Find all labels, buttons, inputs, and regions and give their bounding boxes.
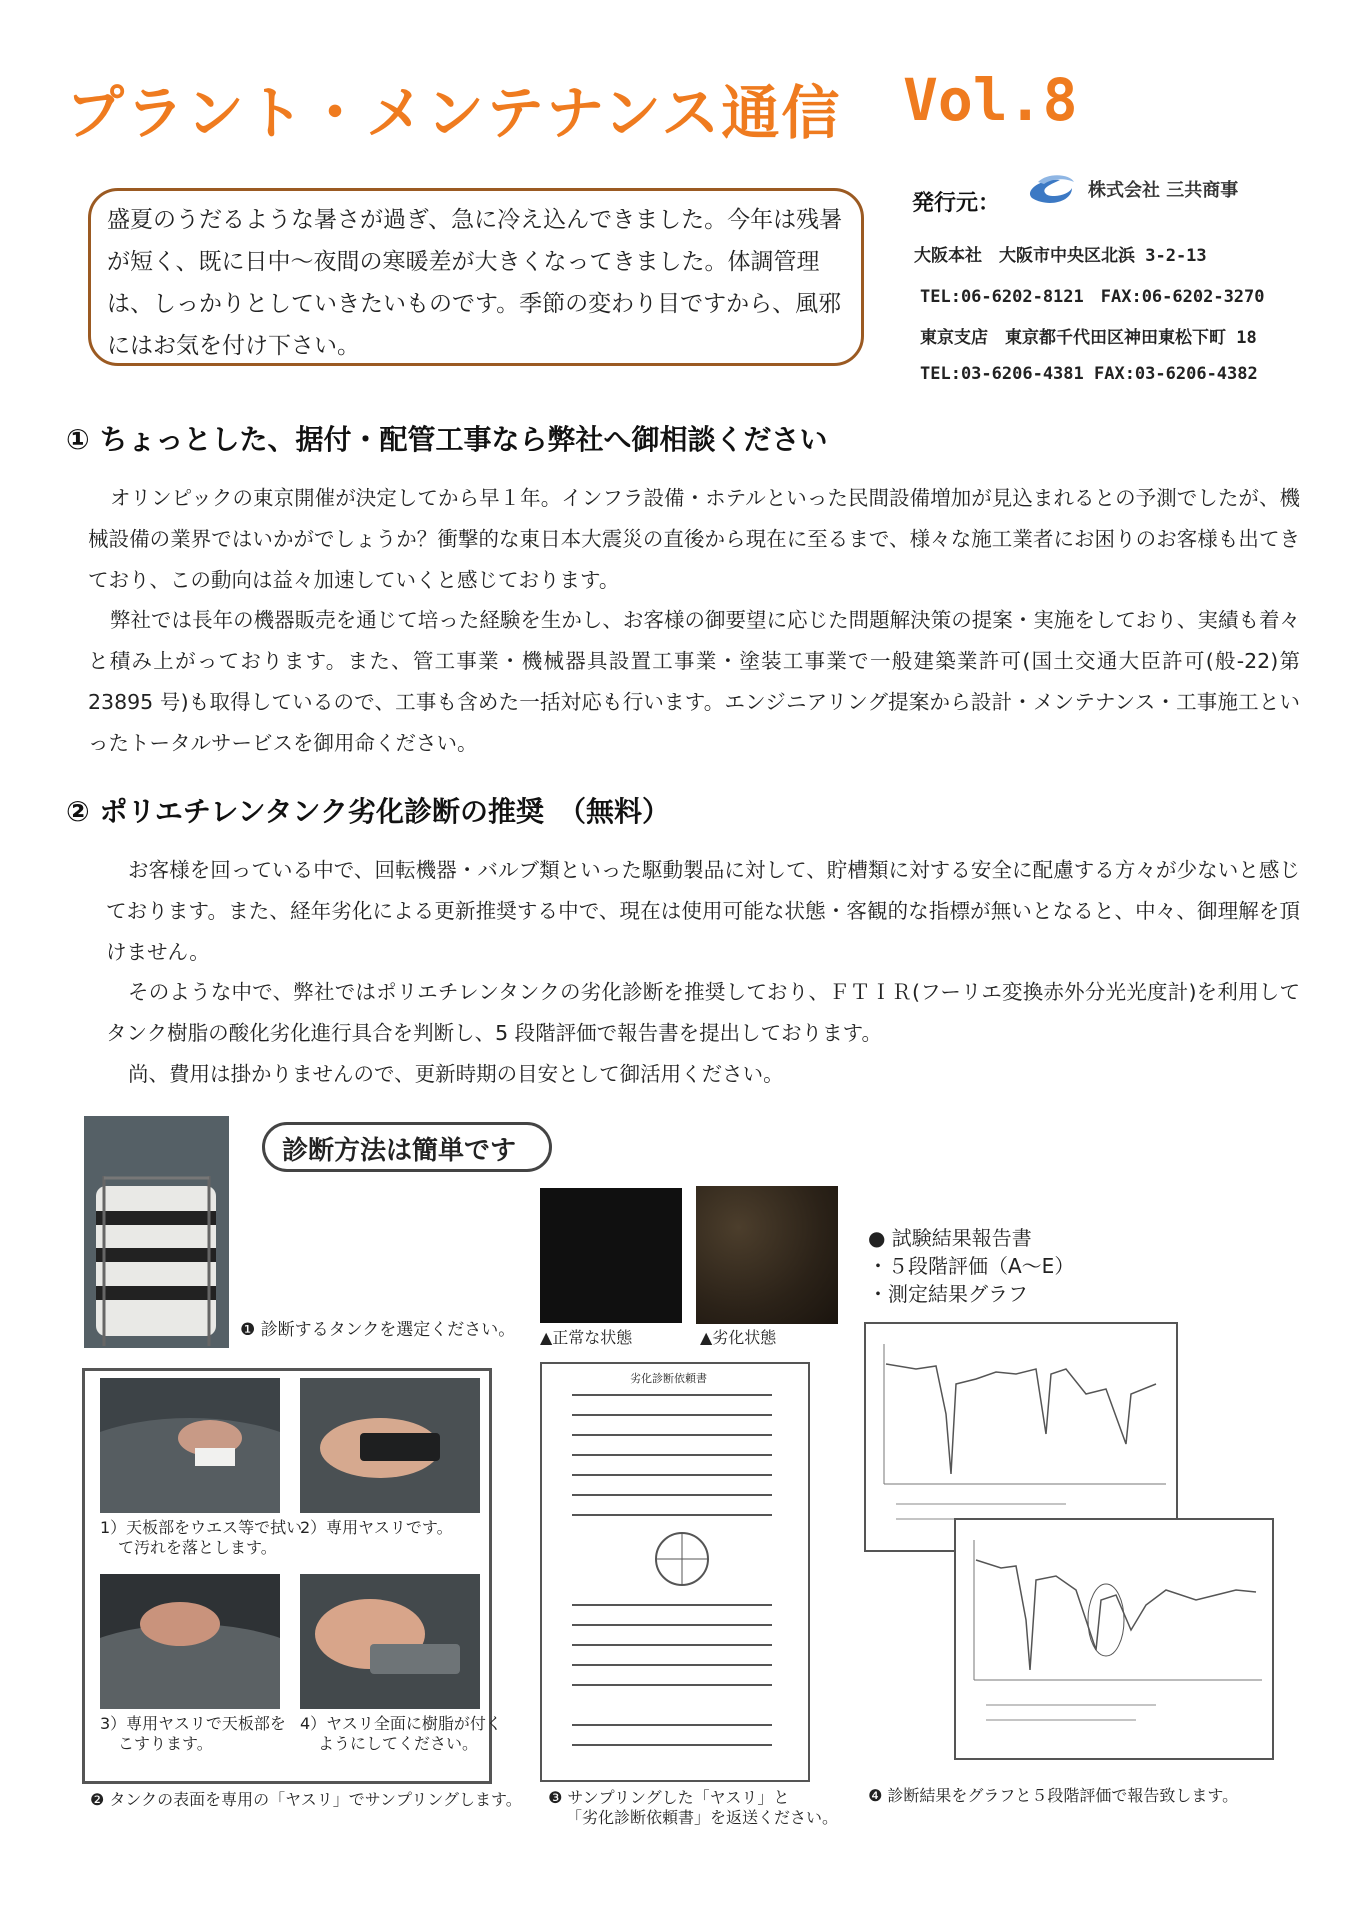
step3-caption-line1: ❸ サンプリングした「ヤスリ」と xyxy=(548,1788,790,1807)
section2-paragraph-2: そのような中で、弊社ではポリエチレンタンクの劣化診断を推奨しており、ＦＴＩＲ(フーリエ変換赤外分光光度計)を利用してタンク樹脂の酸化劣化進行具合を判断し、5 段階評価で報告書を提出しております。 xyxy=(106,980,1300,1045)
report-item-2: ・５段階評価（A～E） xyxy=(868,1254,1075,1278)
newsletter-title: プラント・メンテナンス通信 xyxy=(66,79,842,147)
section2-paragraph-3: 尚、費用は掛かりませんので、更新時期の目安として御活用ください。 xyxy=(128,1062,784,1086)
tokyo-address: 東京支店 東京都千代田区神田東松下町 18 xyxy=(920,328,1257,348)
step4-caption: ❹ 診断結果をグラフと５段階評価で報告致します。 xyxy=(868,1786,1239,1805)
photo3-caption-line1: 3）専用ヤスリで天板部を xyxy=(100,1714,286,1733)
company-name: 株式会社 三共商事 xyxy=(1088,180,1239,201)
photo2-caption: 2）専用ヤスリです。 xyxy=(300,1518,453,1537)
step1-caption: ❶ 診断するタンクを選定ください。 xyxy=(240,1320,516,1340)
photo1-caption-line2: て汚れを落とします。 xyxy=(118,1538,277,1557)
normal-sample-label: ▲正常な状態 xyxy=(540,1328,633,1347)
osaka-address: 大阪本社 大阪市中央区北浜 3-2-13 xyxy=(914,246,1207,266)
company-logo xyxy=(1022,168,1078,210)
degraded-sample-label: ▲劣化状態 xyxy=(700,1328,777,1347)
tokyo-phone: TEL:03-6206-4381 FAX:03-6206-4382 xyxy=(920,364,1258,384)
resin-file-photo xyxy=(300,1574,480,1709)
report-item-1: ● 試験結果報告書 xyxy=(868,1226,1032,1250)
greeting-box: 盛夏のうだるような暑さが過ぎ、急に冷え込んできました。今年は残暑が短く、既に日中～夜間の寒暖差が大きくなってきました。体調管理は、しっかりとしていきたいものです。季節の変わり目ですから、風邪にはお気を付け下さい。 xyxy=(88,188,864,366)
diagram-title: 診断方法は簡単です xyxy=(282,1136,517,1166)
volume-number: Vol.8 xyxy=(903,66,1078,134)
section1-paragraph-1: オリンピックの東京開催が決定してから早１年。インフラ設備・ホテルといった民間設備増加が見込まれるとの予測でしたが、機械設備の業界ではいかがでしょうか？衝撃的な東日本大震災の直後から現在に至るまで、様々な施工業者にお困りのお客様も出てきており、この動向は益々加速していくと感じております。 xyxy=(88,486,1300,592)
section1-paragraph-2: 弊社では長年の機器販売を通じて培った経験を生かし、お客様の御要望に応じた問題解決策の提案・実施をしており、実績も着々と積み上がっております。また、管工事業・機械器具設置工事業・塗装工事業で一般建築業許可(国土交通大臣許可(般-22)第 23895 号)も取得しているので、工事も含めた一括対応も行います。エンジニアリング提案から設計・メンテナンス・工事施工といったトータルサービスを御用命ください。 xyxy=(88,608,1300,755)
section1-heading: ① ちょっとした、据付・配管工事なら弊社へ御相談ください xyxy=(66,423,828,456)
request-form-title: 劣化診断依頼書 xyxy=(630,1372,707,1385)
osaka-phone: TEL:06-6202-8121 FAX:06-6202-3270 xyxy=(920,287,1265,307)
publisher-label: 発行元： xyxy=(912,191,1001,216)
report-item-3: ・測定結果グラフ xyxy=(868,1282,1028,1306)
section2-paragraph-1: お客様を回っている中で、回転機器・バルブ類といった駆動製品に対して、貯槽類に対する安全に配慮する方々が少ないと感じております。また、経年劣化による更新推奨する中で、現在は使用可能な状態・客観的な指標が無いとなると、中々、御理解を頂けません。 xyxy=(106,858,1300,964)
diagnosis-diagram xyxy=(0,1100,1358,1827)
degraded-sample-photo xyxy=(696,1186,838,1324)
ftir-spectrum-report-2 xyxy=(954,1518,1274,1760)
photo4-caption-line1: 4）ヤスリ全面に樹脂が付く xyxy=(300,1714,502,1733)
file-tool-photo xyxy=(300,1378,480,1513)
section2-heading: ② ポリエチレンタンク劣化診断の推奨 （無料） xyxy=(66,795,670,828)
tank-photo xyxy=(84,1116,229,1348)
photo1-caption-line1: 1）天板部をウエス等で拭い xyxy=(100,1518,303,1537)
step3-caption-line2: 「劣化診断依頼書」を返送ください。 xyxy=(566,1808,839,1827)
photo4-caption-line2: ようにしてください。 xyxy=(318,1734,479,1753)
request-form-image xyxy=(540,1362,810,1782)
photo3-caption-line2: こすります。 xyxy=(118,1734,213,1753)
normal-sample-photo xyxy=(540,1188,682,1323)
wipe-photo xyxy=(100,1378,280,1513)
step2-caption: ❷ タンクの表面を専用の「ヤスリ」でサンプリングします。 xyxy=(90,1790,522,1809)
rubbing-photo xyxy=(100,1574,280,1709)
